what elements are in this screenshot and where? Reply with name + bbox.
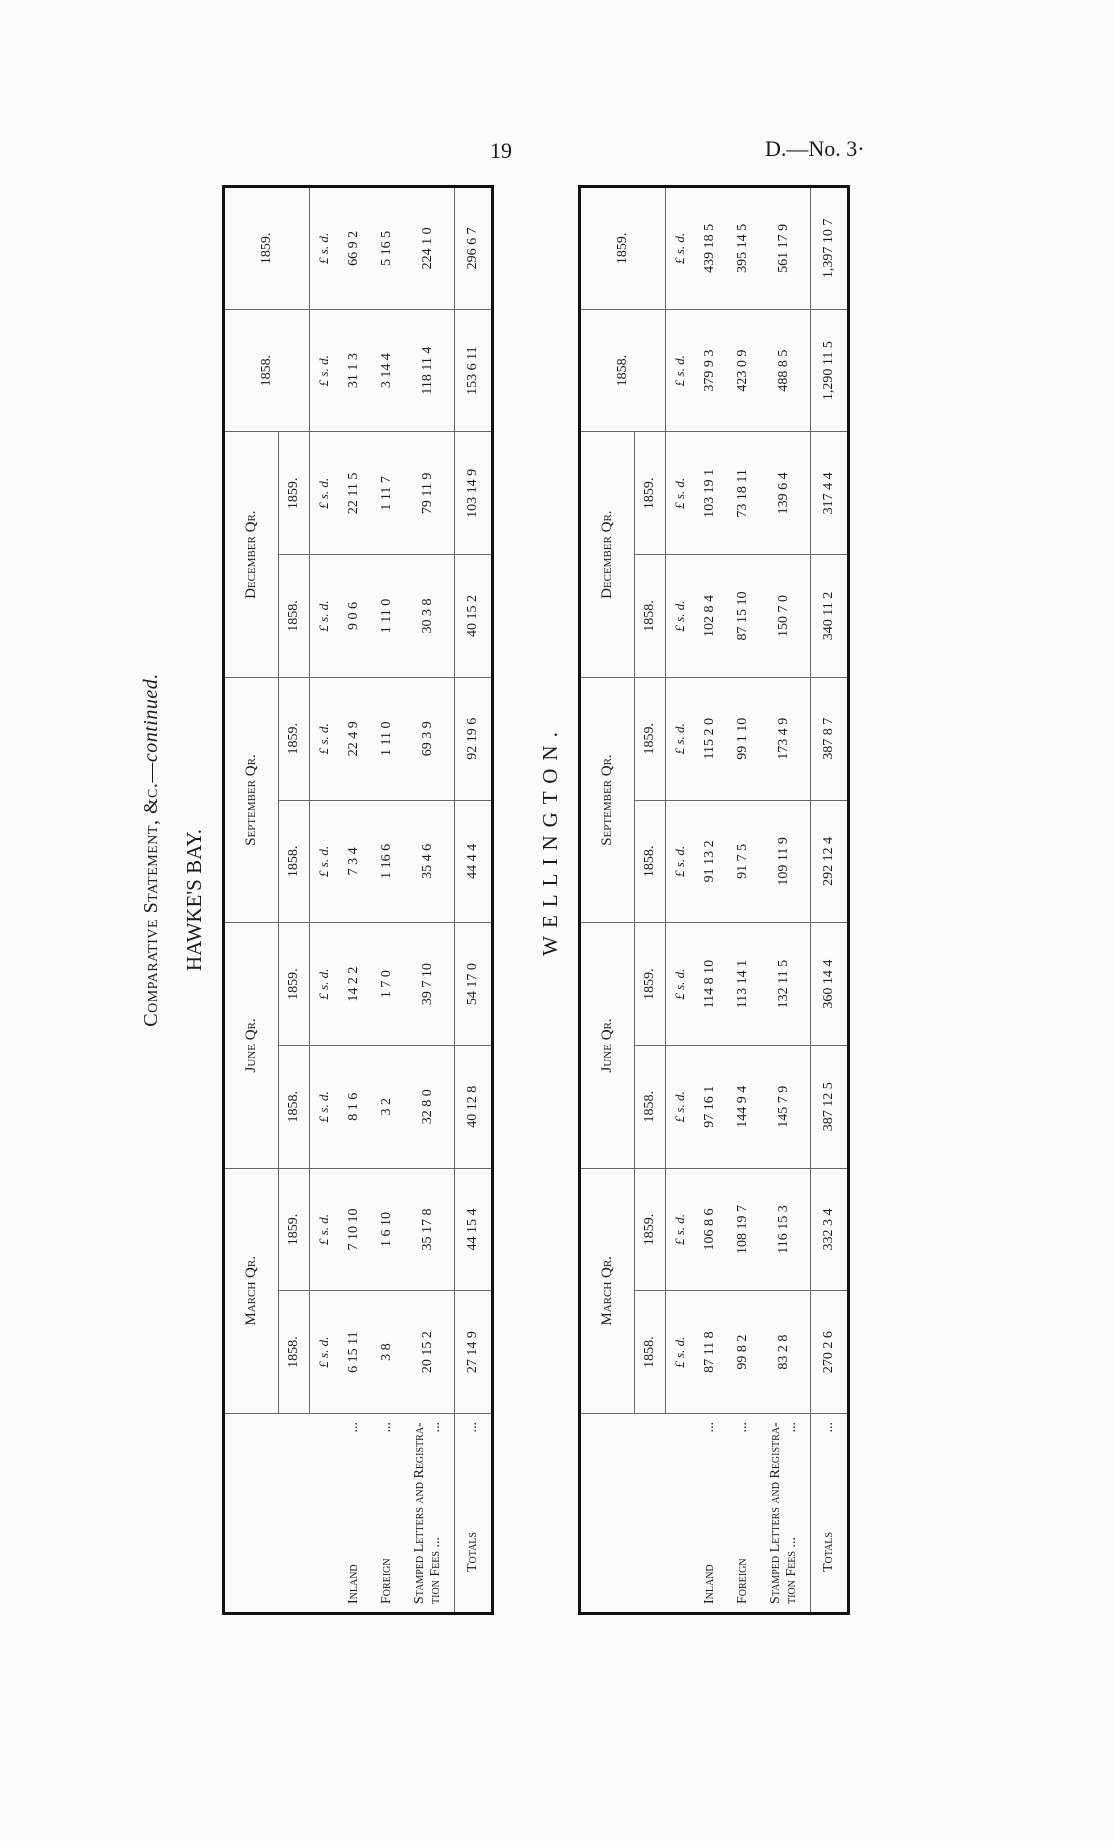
caption-continued: continued. <box>140 673 162 763</box>
unit-cell: £ s. d. <box>665 555 694 678</box>
header-september: September Qr. <box>580 677 635 922</box>
wellington-table-wrap <box>578 185 850 1615</box>
unit-row <box>665 187 694 1614</box>
row-label-stamped <box>759 1414 810 1614</box>
table-cell: 99 1 10 <box>727 677 759 800</box>
unit-cell: £ s. d. <box>665 1168 694 1291</box>
header-year-1858: 1858. <box>580 309 666 432</box>
label-text: tion Fees ... <box>784 1537 800 1604</box>
unit-cell: £ s. d. <box>309 187 338 310</box>
table-cell: 292 12 4 <box>810 800 848 923</box>
unit-cell: £ s. d. <box>665 923 694 1046</box>
table-row-inland <box>694 187 726 1614</box>
label-text: Totals <box>820 1532 836 1572</box>
table-cell: 387 8 7 <box>810 677 848 800</box>
table-cell: 387 12 5 <box>810 1045 848 1168</box>
header-year-1859: 1859. <box>580 187 666 310</box>
table-cell: 340 11 2 <box>810 555 848 678</box>
unit-cell: £ s. d. <box>665 309 694 432</box>
table-cell: 106 8 6 <box>694 1168 726 1291</box>
table-cell: 1 7 0 <box>371 923 403 1046</box>
table-cell: 3 14 4 <box>371 309 403 432</box>
table-cell: 79 11 9 <box>403 432 454 555</box>
table-cell: 32 8 0 <box>403 1045 454 1168</box>
unit-cell: £ s. d. <box>665 1291 694 1414</box>
year-header: 1858. <box>278 800 309 923</box>
unit-cell: £ s. d. <box>309 1045 338 1168</box>
table-cell: 150 7 0 <box>759 555 810 678</box>
unit-cell: £ s. d. <box>309 923 338 1046</box>
table-row-stamped <box>759 187 810 1614</box>
table-cell: 22 4 9 <box>338 677 370 800</box>
header-year-1858: 1858. <box>224 309 310 432</box>
table-cell: 488 8 5 <box>759 309 810 432</box>
row-label-inland <box>338 1414 370 1614</box>
table-cell: 103 19 1 <box>694 432 726 555</box>
row-label-totals <box>810 1414 848 1614</box>
leader-dots: ... <box>346 1422 362 1433</box>
table-cell: 87 15 10 <box>727 555 759 678</box>
wellington-table <box>578 185 850 1615</box>
table-cell: 1 11 0 <box>371 555 403 678</box>
label-text: Stamped Letters and Registra- <box>768 1422 784 1604</box>
unit-cell: £ s. d. <box>309 1291 338 1414</box>
table-cell: 116 15 3 <box>759 1168 810 1291</box>
header-march: March Qr. <box>224 1168 279 1413</box>
year-header: 1858. <box>278 555 309 678</box>
page-number: 19 <box>490 138 512 163</box>
label-text: Inland <box>702 1564 718 1604</box>
table-cell: 91 13 2 <box>694 800 726 923</box>
table-cell: 296 6 7 <box>454 187 492 310</box>
row-label-stamped <box>403 1414 454 1614</box>
year-header: 1859. <box>278 677 309 800</box>
table-cell: 108 19 7 <box>727 1168 759 1291</box>
label-text: Totals <box>464 1532 480 1572</box>
label-text: Inland <box>346 1564 362 1604</box>
year-header: 1858. <box>634 555 665 678</box>
table-cell: 27 14 9 <box>454 1291 492 1414</box>
row-label-foreign <box>371 1414 403 1614</box>
year-header: 1858. <box>278 1045 309 1168</box>
unit-row <box>309 187 338 1614</box>
unit-cell: £ s. d. <box>665 187 694 310</box>
table-cell: 423 0 9 <box>727 309 759 432</box>
year-header: 1859. <box>278 432 309 555</box>
table-cell: 99 8 2 <box>727 1291 759 1414</box>
table-cell: 1,290 11 5 <box>810 309 848 432</box>
year-header: 1858. <box>278 1291 309 1414</box>
table-cell: 44 15 4 <box>454 1168 492 1291</box>
unit-cell: £ s. d. <box>665 800 694 923</box>
table-cell: 22 11 5 <box>338 432 370 555</box>
leader-dots: ... <box>702 1422 718 1433</box>
table-cell: 5 16 5 <box>371 187 403 310</box>
year-header: 1859. <box>634 923 665 1046</box>
table-cell: 92 19 6 <box>454 677 492 800</box>
caption-text: Comparative Statement, &c.— <box>140 762 162 1027</box>
row-label-foreign <box>727 1414 759 1614</box>
table-cell: 561 17 9 <box>759 187 810 310</box>
wellington-title: WELLINGTON. <box>538 724 562 956</box>
table-cell: 8 1 6 <box>338 1045 370 1168</box>
table-cell: 40 15 2 <box>454 555 492 678</box>
header-december: December Qr. <box>224 432 279 677</box>
table-cell: 139 6 4 <box>759 432 810 555</box>
table-cell: 40 12 8 <box>454 1045 492 1168</box>
header-march: March Qr. <box>580 1168 635 1413</box>
label-header <box>224 1414 339 1614</box>
table-cell: 115 2 0 <box>694 677 726 800</box>
table-cell: 109 11 9 <box>759 800 810 923</box>
table-cell: 317 4 4 <box>810 432 848 555</box>
table-cell: 54 17 0 <box>454 923 492 1046</box>
header-year-1859: 1859. <box>224 187 310 310</box>
table-cell: 31 1 3 <box>338 309 370 432</box>
unit-cell: £ s. d. <box>665 432 694 555</box>
label-text: tion Fees ... <box>428 1537 444 1604</box>
table-cell: 35 4 6 <box>403 800 454 923</box>
document-reference: D.—No. 3· <box>765 136 865 161</box>
unit-cell: £ s. d. <box>309 555 338 678</box>
label-text: Foreign <box>378 1558 394 1604</box>
table-cell: 395 14 5 <box>727 187 759 310</box>
table-cell: 30 3 8 <box>403 555 454 678</box>
table-cell: 103 14 9 <box>454 432 492 555</box>
table-cell: 118 11 4 <box>403 309 454 432</box>
table-cell: 9 0 6 <box>338 555 370 678</box>
table-row-stamped <box>403 187 454 1614</box>
table-row-foreign <box>371 187 403 1614</box>
header-september: September Qr. <box>224 677 279 922</box>
year-header: 1858. <box>634 800 665 923</box>
hawkes-bay-title: HAWKE'S BAY. <box>182 828 206 972</box>
table-cell: 66 9 2 <box>338 187 370 310</box>
header-june: June Qr. <box>224 923 279 1168</box>
label-text: Stamped Letters and Registra- <box>412 1422 428 1604</box>
table-cell: 6 15 11 <box>338 1291 370 1414</box>
table-cell: 7 10 10 <box>338 1168 370 1291</box>
table-cell: 3 8 <box>371 1291 403 1414</box>
year-header: 1858. <box>634 1045 665 1168</box>
table-cell: 224 1 0 <box>403 187 454 310</box>
statement-caption <box>140 590 168 1110</box>
row-label-inland <box>694 1414 726 1614</box>
table-cell: 144 9 4 <box>727 1045 759 1168</box>
table-cell: 145 7 9 <box>759 1045 810 1168</box>
leader-dots: ... <box>464 1422 480 1433</box>
label-text: Foreign <box>734 1558 750 1604</box>
table-cell: 73 18 11 <box>727 432 759 555</box>
hawkes-bay-table-wrap <box>222 185 494 1615</box>
header-december: December Qr. <box>580 432 635 677</box>
table-cell: 173 4 9 <box>759 677 810 800</box>
table-cell: 113 14 1 <box>727 923 759 1046</box>
year-header: 1859. <box>634 1168 665 1291</box>
leader-dots: ... <box>428 1422 444 1433</box>
quarter-header-row <box>224 187 279 1614</box>
table-cell: 39 7 10 <box>403 923 454 1046</box>
table-cell: 69 3 9 <box>403 677 454 800</box>
quarter-header-row <box>580 187 635 1614</box>
table-cell: 379 9 3 <box>694 309 726 432</box>
table-row-foreign <box>727 187 759 1614</box>
leader-dots: ... <box>378 1422 394 1433</box>
unit-cell: £ s. d. <box>309 309 338 432</box>
table-cell: 1 16 6 <box>371 800 403 923</box>
table-cell: 91 7 5 <box>727 800 759 923</box>
table-cell: 1 11 0 <box>371 677 403 800</box>
leader-dots: ... <box>734 1422 750 1433</box>
label-header <box>580 1414 695 1614</box>
table-cell: 114 8 10 <box>694 923 726 1046</box>
table-cell: 132 11 5 <box>759 923 810 1046</box>
table-cell: 3 2 <box>371 1045 403 1168</box>
table-cell: 1 11 7 <box>371 432 403 555</box>
table-cell: 83 2 8 <box>759 1291 810 1414</box>
table-cell: 44 4 4 <box>454 800 492 923</box>
leader-dots: ... <box>820 1422 836 1433</box>
unit-cell: £ s. d. <box>665 677 694 800</box>
table-cell: 102 8 4 <box>694 555 726 678</box>
row-label-totals <box>454 1414 492 1614</box>
unit-cell: £ s. d. <box>665 1045 694 1168</box>
table-cell: 97 16 1 <box>694 1045 726 1168</box>
table-cell: 153 6 11 <box>454 309 492 432</box>
table-cell: 1 6 10 <box>371 1168 403 1291</box>
table-row-totals <box>454 187 492 1614</box>
unit-cell: £ s. d. <box>309 1168 338 1291</box>
table-cell: 7 3 4 <box>338 800 370 923</box>
unit-cell: £ s. d. <box>309 677 338 800</box>
leader-dots: ... <box>784 1422 800 1433</box>
table-cell: 35 17 8 <box>403 1168 454 1291</box>
table-cell: 14 2 2 <box>338 923 370 1046</box>
header-june: June Qr. <box>580 923 635 1168</box>
unit-cell: £ s. d. <box>309 432 338 555</box>
year-header: 1859. <box>634 432 665 555</box>
table-cell: 20 15 2 <box>403 1291 454 1414</box>
year-header: 1859. <box>278 923 309 1046</box>
table-cell: 439 18 5 <box>694 187 726 310</box>
year-header: 1859. <box>634 677 665 800</box>
table-row-totals <box>810 187 848 1614</box>
year-header: 1858. <box>634 1291 665 1414</box>
table-cell: 270 2 6 <box>810 1291 848 1414</box>
table-row-inland <box>338 187 370 1614</box>
table-cell: 332 3 4 <box>810 1168 848 1291</box>
hawkes-bay-table <box>222 185 494 1615</box>
table-cell: 1,397 10 7 <box>810 187 848 310</box>
unit-cell: £ s. d. <box>309 800 338 923</box>
table-cell: 360 14 4 <box>810 923 848 1046</box>
year-header: 1859. <box>278 1168 309 1291</box>
table-cell: 87 11 8 <box>694 1291 726 1414</box>
